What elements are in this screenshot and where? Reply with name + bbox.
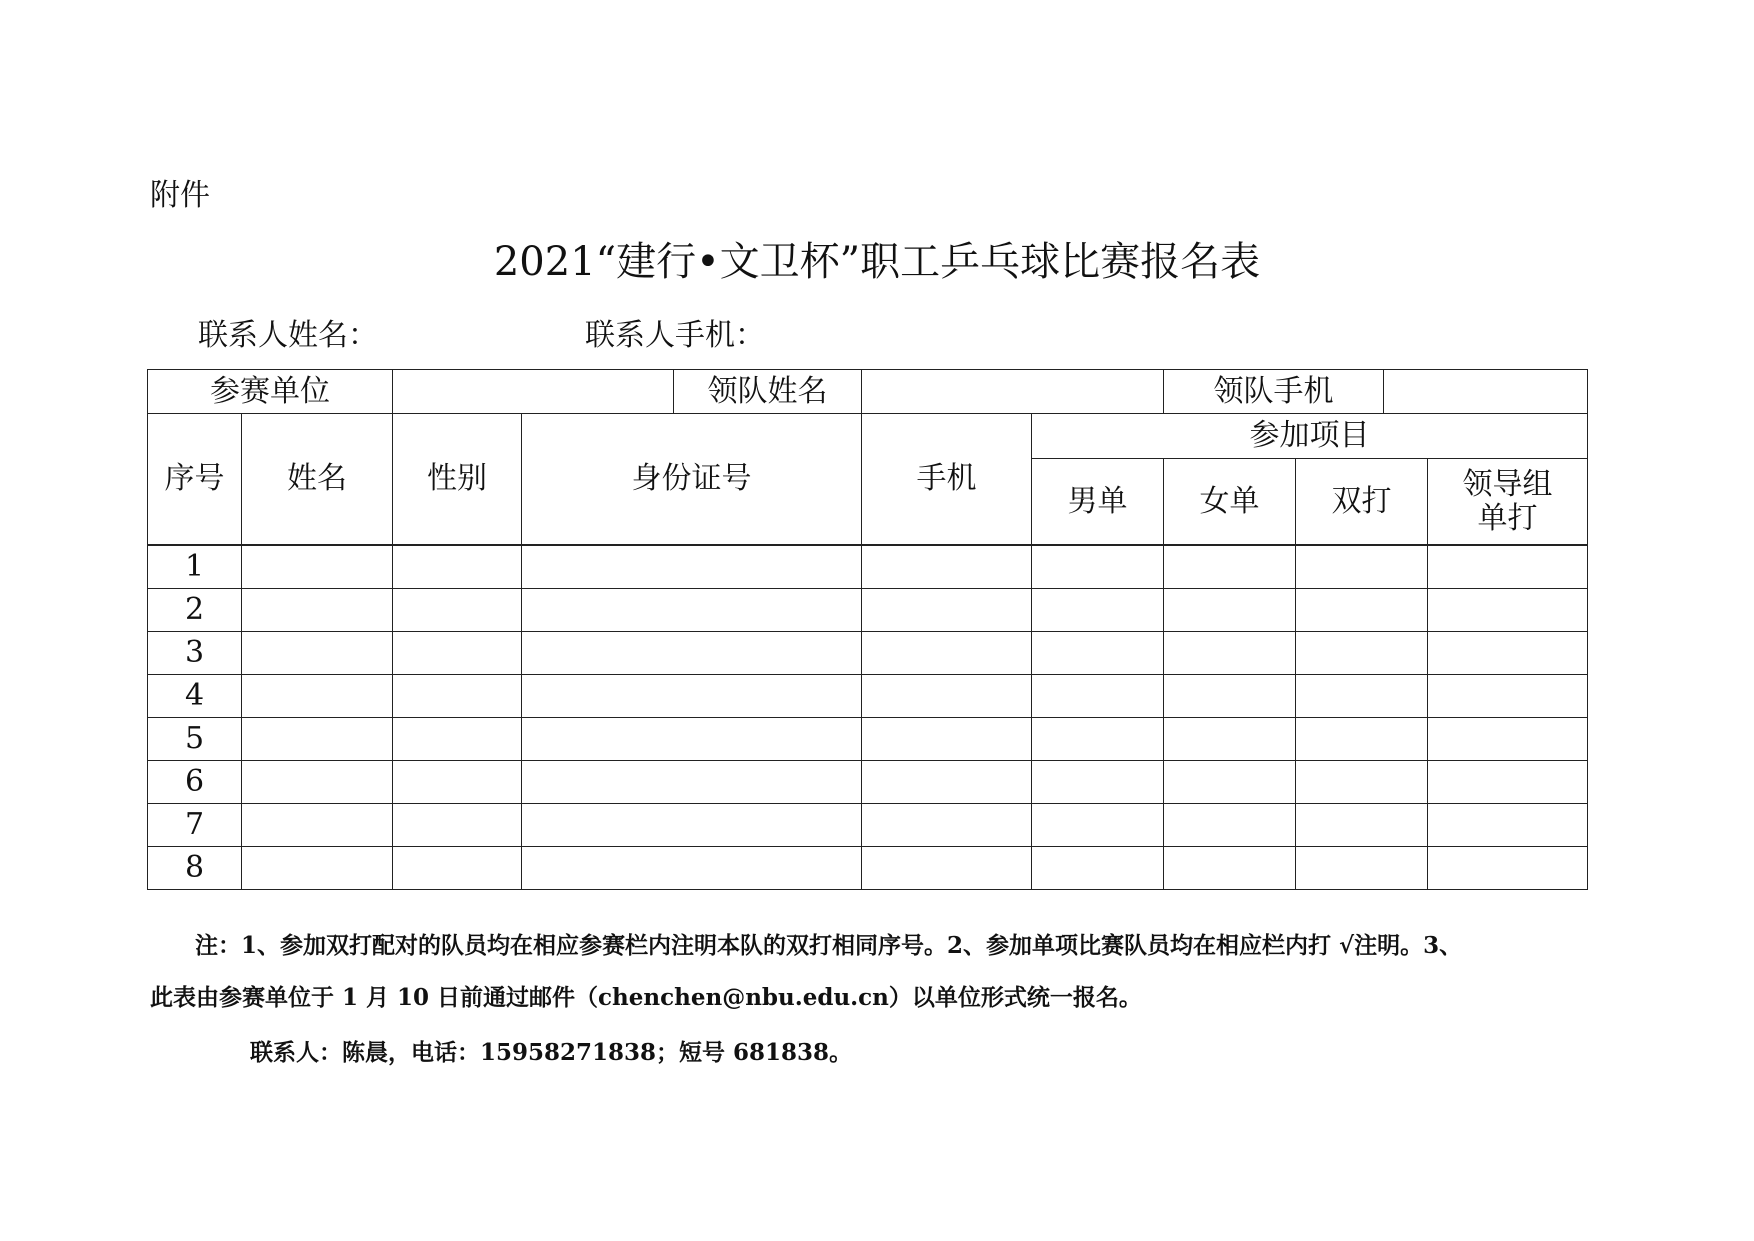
- leader-singles-line1: 领导组: [1462, 466, 1553, 502]
- leader-singles-cell[interactable]: [1428, 847, 1588, 890]
- id-number-cell[interactable]: [522, 804, 862, 847]
- id-number-cell[interactable]: [522, 632, 862, 675]
- form-title: 2021“建行•文卫杯”职工乒乓球比赛报名表: [493, 239, 1261, 285]
- womens-singles-cell[interactable]: [1164, 545, 1296, 589]
- womens-singles-cell[interactable]: [1164, 589, 1296, 632]
- id-number-cell[interactable]: [522, 589, 862, 632]
- womens-singles-cell[interactable]: [1164, 718, 1296, 761]
- column-header-row: [148, 414, 1588, 459]
- doubles-cell[interactable]: [1296, 804, 1428, 847]
- doubles-cell[interactable]: [1296, 761, 1428, 804]
- phone-cell[interactable]: [862, 718, 1032, 761]
- doubles-cell[interactable]: [1296, 589, 1428, 632]
- column-header-womens-singles: 女单: [1164, 459, 1296, 546]
- table-row: [148, 589, 1588, 632]
- column-header-mens-singles: 男单: [1032, 459, 1164, 546]
- row-number: 4: [148, 675, 242, 718]
- name-cell[interactable]: [242, 847, 393, 890]
- leader-name-input-cell[interactable]: [862, 370, 1164, 414]
- table-row: [148, 632, 1588, 675]
- row-number: 1: [148, 545, 242, 589]
- note-line-1: 注：1、参加双打配对的队员均在相应参赛栏内注明本队的双打相同序号。2、参加单项比赛队员均在相应栏内打 √注明。3、: [195, 932, 1463, 959]
- registration-note: [150, 920, 1590, 1024]
- table-row: [148, 847, 1588, 890]
- leader-singles-line2: 单打: [1477, 500, 1538, 536]
- id-number-cell[interactable]: [522, 847, 862, 890]
- mens-singles-cell[interactable]: [1032, 761, 1164, 804]
- leader-singles-cell[interactable]: [1428, 718, 1588, 761]
- mens-singles-cell[interactable]: [1032, 632, 1164, 675]
- phone-cell[interactable]: [862, 804, 1032, 847]
- id-number-cell[interactable]: [522, 718, 862, 761]
- note-line-2: 此表由参赛单位于 1 月 10 日前通过邮件（chenchen@nbu.edu.cn）以单位形式统一报名。: [150, 984, 1142, 1011]
- column-header-leader-singles: [1428, 459, 1588, 546]
- footer-contact: 联系人：陈晨，电话：15958271838；短号 681838。: [250, 1039, 853, 1066]
- row-number: 8: [148, 847, 242, 890]
- name-cell[interactable]: [242, 761, 393, 804]
- name-cell[interactable]: [242, 545, 393, 589]
- table-row: [148, 545, 1588, 589]
- leader-singles-cell[interactable]: [1428, 761, 1588, 804]
- phone-cell[interactable]: [862, 632, 1032, 675]
- leader-singles-cell[interactable]: [1428, 589, 1588, 632]
- unit-row: [148, 370, 1588, 414]
- unit-label: 参赛单位: [148, 370, 393, 414]
- doubles-cell[interactable]: [1296, 545, 1428, 589]
- phone-cell[interactable]: [862, 545, 1032, 589]
- attachment-label: 附件: [150, 178, 210, 213]
- row-number: 5: [148, 718, 242, 761]
- doubles-cell[interactable]: [1296, 675, 1428, 718]
- doubles-cell[interactable]: [1296, 718, 1428, 761]
- table-row: [148, 804, 1588, 847]
- mens-singles-cell[interactable]: [1032, 847, 1164, 890]
- womens-singles-cell[interactable]: [1164, 632, 1296, 675]
- womens-singles-cell[interactable]: [1164, 675, 1296, 718]
- gender-cell[interactable]: [393, 804, 522, 847]
- leader-phone-input-cell[interactable]: [1384, 370, 1588, 414]
- column-header-events-group: 参加项目: [1032, 414, 1588, 459]
- gender-cell[interactable]: [393, 847, 522, 890]
- gender-cell[interactable]: [393, 632, 522, 675]
- unit-input-cell[interactable]: [393, 370, 674, 414]
- name-cell[interactable]: [242, 718, 393, 761]
- row-number: 7: [148, 804, 242, 847]
- womens-singles-cell[interactable]: [1164, 804, 1296, 847]
- column-header-id-number: 身份证号: [522, 414, 862, 546]
- row-number: 6: [148, 761, 242, 804]
- mens-singles-cell[interactable]: [1032, 545, 1164, 589]
- mens-singles-cell[interactable]: [1032, 675, 1164, 718]
- gender-cell[interactable]: [393, 545, 522, 589]
- table-row: [148, 675, 1588, 718]
- mens-singles-cell[interactable]: [1032, 718, 1164, 761]
- gender-cell[interactable]: [393, 589, 522, 632]
- doubles-cell[interactable]: [1296, 632, 1428, 675]
- column-header-gender: 性别: [393, 414, 522, 546]
- row-number: 2: [148, 589, 242, 632]
- column-header-name: 姓名: [242, 414, 393, 546]
- column-header-no: 序号: [148, 414, 242, 546]
- leader-singles-cell[interactable]: [1428, 804, 1588, 847]
- phone-cell[interactable]: [862, 589, 1032, 632]
- womens-singles-cell[interactable]: [1164, 847, 1296, 890]
- leader-phone-label: 领队手机: [1164, 370, 1384, 414]
- phone-cell[interactable]: [862, 675, 1032, 718]
- name-cell[interactable]: [242, 675, 393, 718]
- name-cell[interactable]: [242, 804, 393, 847]
- mens-singles-cell[interactable]: [1032, 804, 1164, 847]
- phone-cell[interactable]: [862, 847, 1032, 890]
- id-number-cell[interactable]: [522, 761, 862, 804]
- table-row: [148, 718, 1588, 761]
- mens-singles-cell[interactable]: [1032, 589, 1164, 632]
- column-header-phone: 手机: [862, 414, 1032, 546]
- phone-cell[interactable]: [862, 761, 1032, 804]
- doubles-cell[interactable]: [1296, 847, 1428, 890]
- leader-singles-cell[interactable]: [1428, 675, 1588, 718]
- leader-name-label: 领队姓名: [674, 370, 862, 414]
- gender-cell[interactable]: [393, 675, 522, 718]
- name-cell[interactable]: [242, 589, 393, 632]
- registration-table: [147, 369, 1588, 890]
- table-row: [148, 761, 1588, 804]
- id-number-cell[interactable]: [522, 545, 862, 589]
- gender-cell[interactable]: [393, 718, 522, 761]
- column-header-doubles: 双打: [1296, 459, 1428, 546]
- id-number-cell[interactable]: [522, 675, 862, 718]
- womens-singles-cell[interactable]: [1164, 761, 1296, 804]
- name-cell[interactable]: [242, 632, 393, 675]
- contact-phone-label: 联系人手机：: [585, 318, 765, 353]
- gender-cell[interactable]: [393, 761, 522, 804]
- leader-singles-cell[interactable]: [1428, 632, 1588, 675]
- row-number: 3: [148, 632, 242, 675]
- leader-singles-cell[interactable]: [1428, 545, 1588, 589]
- contact-name-label: 联系人姓名：: [198, 318, 378, 353]
